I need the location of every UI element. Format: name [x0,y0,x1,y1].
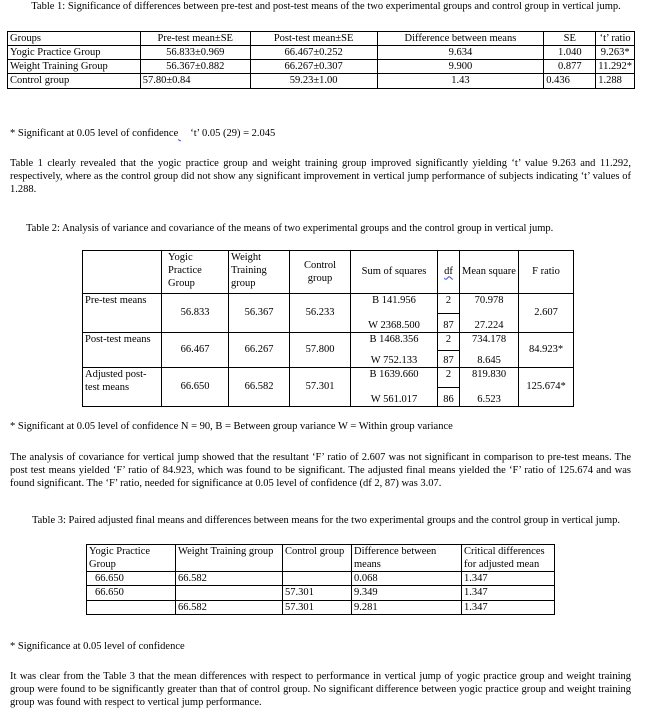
table-cell: 66.267±0.307 [250,60,377,74]
table-cell: 0.068 [352,572,462,586]
table-row [8,46,635,60]
header-cell: Groups [8,32,141,46]
table-cell: 57.301 [283,600,352,614]
table-cell: 57.80±0.84 [140,74,250,88]
table-cell: Weight Training Group [8,60,141,74]
table-cell: 27.224 [460,313,519,333]
table2-caption: Table 2: Analysis of variance and covariance of the means of two experimental groups and the control group in vertical jump. [26,223,554,234]
header-cell: SE [544,32,596,46]
t-critical-note: ‘t’ 0.05 (29) = 2.045 [190,128,276,139]
paragraph-3: It was clear from the Table 3 that the mean differences with respect to performance in vertical jump of yogic practice group and weight training group were found to be significantly greater than that of control group. No significant difference between yogic practice group and weight training group was found with respect to vertical jump performance. [10,671,631,709]
row-label: Adjusted post-test means [83,368,162,407]
table-cell: 819.830 [460,368,519,388]
table1-note [10,127,630,140]
header-cell: Critical differences for adjusted mean [462,545,555,572]
table-cell: 0.877 [544,60,596,74]
table-cell: 66.650 [87,586,176,600]
table3 [86,544,555,615]
table-cell: 86 [438,387,460,407]
table-cell: 1.288 [596,74,635,88]
table-cell: 66.267 [229,333,290,368]
table-header-row [87,545,555,572]
table-cell: 2 [438,294,460,314]
table-cell: 0.436 [544,74,596,88]
table-row [8,74,635,88]
table2 [82,250,574,407]
table-cell: 56.367±0.882 [140,60,250,74]
header-cell: Yogic Practice Group [87,545,176,572]
header-cell: Difference between means [352,545,462,572]
significance-note: * Significant at 0.05 level of confidence [10,128,179,139]
table-row [87,572,555,586]
table-cell: 8.645 [460,350,519,368]
row-label: Post-test means [83,333,162,368]
table-cell: 66.467±0.252 [250,46,377,60]
table1-caption: Table 1: Significance of differences between pre-test and post-test means of the two experimental groups and control group in vertical jump. [31,1,621,12]
table-cell: 2 [438,333,460,351]
table-cell: 9.900 [377,60,544,74]
header-cell: Difference between means [377,32,544,46]
table-cell: 56.833±0.969 [140,46,250,60]
table-cell: 1.347 [462,586,555,600]
paragraph-1: Table 1 clearly revealed that the yogic practice group and weight training group improved significantly yielding ‘t’ value 9.263 and 11.292, respectively, where as the control group did not show any significant improvement in vertical jump performance of subjects indicating ‘t’ values of 1.288. [10,158,631,196]
table-cell: 9.634 [377,46,544,60]
table-cell: 56.367 [229,294,290,333]
header-cell: Weight Training group [229,251,290,294]
table-cell: 1.43 [377,74,544,88]
table-cell: 9.349 [352,586,462,600]
header-cell [83,251,162,294]
table1 [7,31,635,89]
table-cell: B 1468.356 [351,333,438,351]
table-row [83,294,574,314]
table-cell: 66.650 [87,572,176,586]
table-cell: 57.301 [290,368,351,407]
table-cell: B 141.956 [351,294,438,314]
table-header-row [8,32,635,46]
table-cell: 59.23±1.00 [250,74,377,88]
table-cell: 56.833 [162,294,229,333]
table3-note: * Significance at 0.05 level of confidence [10,641,185,652]
table-cell: 84.923* [519,333,574,368]
table-cell: 87 [438,350,460,368]
row-label: Pre-test means [83,294,162,333]
table-cell: 2 [438,368,460,388]
table-cell: 2.607 [519,294,574,333]
table-cell: 57.800 [290,333,351,368]
header-cell: Control group [290,251,351,294]
table-header-row [83,251,574,294]
header-cell: df [438,251,460,294]
table-cell: 66.582 [176,600,283,614]
table-cell: 9.281 [352,600,462,614]
table-cell: Yogic Practice Group [8,46,141,60]
table-cell [283,572,352,586]
table-cell: 1.347 [462,600,555,614]
table-cell [176,586,283,600]
table3-caption: Table 3: Paired adjusted final means and differences between means for the two experimental groups and the control group in vertical jump. [31,515,621,526]
table-row [83,368,574,388]
table-row [83,333,574,351]
table-cell: 1.040 [544,46,596,60]
table-row [87,586,555,600]
table-cell: B 1639.660 [351,368,438,388]
header-cell: Yogic Practice Group [162,251,229,294]
table-cell: W 752.133 [351,350,438,368]
table-cell: 57.301 [283,586,352,600]
table-cell: 56.233 [290,294,351,333]
table-cell: 87 [438,313,460,333]
paragraph-2: The analysis of covariance for vertical jump showed that the resultant ‘F’ ratio of 2.607 was not significant in comparison to pre-test means. The post test means yielded ‘F’ ratio of 84.923, which was found to be significant. The adjusted final means yielded the ‘F’ ratio of 125.674 and was found significant. The ‘F’ ratio, needed for significance at 0.05 level of confidence (df 2, 87) was 3.07. [10,452,631,490]
table-row [8,60,635,74]
table-cell: W 2368.500 [351,313,438,333]
header-cell: Mean square [460,251,519,294]
header-cell: Control group [283,545,352,572]
table-cell: 70.978 [460,294,519,314]
table-cell: 6.523 [460,387,519,407]
table-cell: 66.467 [162,333,229,368]
table-cell: 66.650 [162,368,229,407]
table-cell: 9.263* [596,46,635,60]
table-cell: 734.178 [460,333,519,351]
table2-note: * Significant at 0.05 level of confidence N = 90, B = Between group variance W = Within group variance [10,421,453,432]
table-cell: 66.582 [229,368,290,407]
table-cell [87,600,176,614]
table-cell: W 561.017 [351,387,438,407]
table-row [87,600,555,614]
table-cell: 11.292* [596,60,635,74]
header-cell: Sum of squares [351,251,438,294]
table-cell: 1.347 [462,572,555,586]
table-cell: 66.582 [176,572,283,586]
header-cell: Post-test mean±SE [250,32,377,46]
header-cell: Pre-test mean±SE [140,32,250,46]
header-cell: ‘t’ ratio [596,32,635,46]
table-cell: Control group [8,74,141,88]
header-cell: Weight Training group [176,545,283,572]
header-cell: F ratio [519,251,574,294]
table-cell: 125.674* [519,368,574,407]
